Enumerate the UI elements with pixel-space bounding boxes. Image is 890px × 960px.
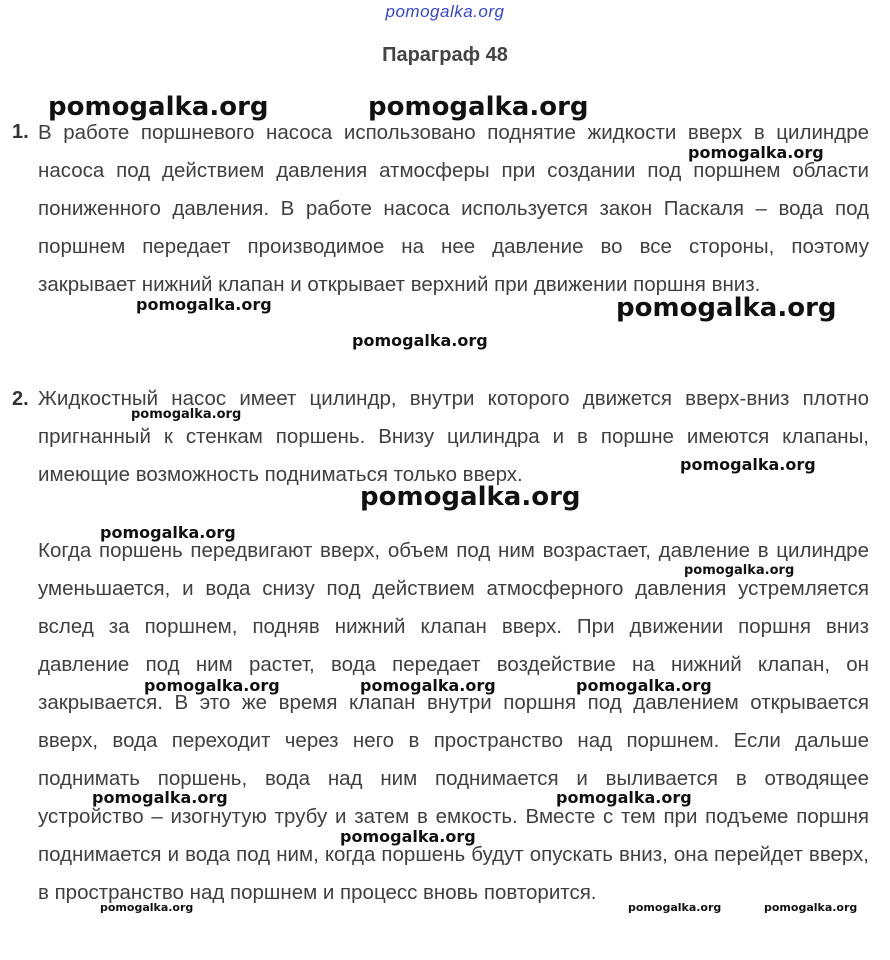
watermark: pomogalka.org [684, 563, 795, 578]
item-number-1: 1. [12, 121, 29, 143]
watermark: pomogalka.org [688, 143, 824, 162]
page-title: Параграф 48 [382, 44, 508, 66]
watermark: pomogalka.org [680, 455, 816, 474]
watermark: pomogalka.org [100, 901, 194, 914]
watermark: pomogalka.org [92, 788, 228, 807]
watermark: pomogalka.org [131, 407, 242, 422]
watermark: pomogalka.org [576, 676, 712, 695]
watermark: pomogalka.org [360, 676, 496, 695]
watermark: pomogalka.org [352, 331, 488, 350]
site-link[interactable]: pomogalka.org [385, 2, 505, 21]
watermark: pomogalka.org [556, 788, 692, 807]
watermark: pomogalka.org [340, 827, 476, 846]
watermark: pomogalka.org [48, 92, 269, 122]
watermark: pomogalka.org [628, 901, 722, 914]
item-1-paragraph-1: В работе поршневого насоса использовано поднятие жидкости вверх в цилиндре насоса под действием давления атмосферы при создании под поршнем области пониженного давления. В работе насоса используется закон Паскаля – вода под поршнем передает производимое на нее давление во все стороны, поэтому закрывает нижний клапан и открывает верхний при движении поршня вниз. [38, 121, 869, 296]
watermark: pomogalka.org [144, 676, 280, 695]
item-2-paragraph-2: Когда поршень передвигают вверх, объем под ним возрастает, давление в цилиндре уменьшается, и вода снизу под действием атмосферного давления устремляется вслед за поршнем, подняв нижний клапан вверх. При движении поршня вниз давление под ним растет, вода передает воздействие на нижний клапан, он закрывается. В это же время клапан внутри поршня под давлением открывается вверх, вода переходит через него в пространство над поршнем. Если дальше поднимать поршень, вода над ним поднимается и выливается в отводящее устройство – изогнутую трубу и затем в емкость. Вместе с тем при подъеме поршня поднимается и вода под ним, когда поршень будут опускать вниз, она перейдет вверх, в пространство над поршнем и процесс вновь повторится. [38, 539, 869, 904]
item-number-2: 2. [12, 388, 29, 410]
item-2-paragraph-1: Жидкостный насос имеет цилиндр, внутри которого движется вверх-вниз плотно пригнанный к стенкам поршень. Внизу цилиндра и в поршне имеются клапаны, имеющие возможность подниматься только вверх. [38, 387, 869, 486]
watermark: pomogalka.org [764, 901, 858, 914]
watermark: pomogalka.org [616, 293, 837, 323]
watermark: pomogalka.org [360, 482, 581, 512]
watermark: pomogalka.org [100, 523, 236, 542]
watermark: pomogalka.org [368, 92, 589, 122]
watermark: pomogalka.org [136, 295, 272, 314]
